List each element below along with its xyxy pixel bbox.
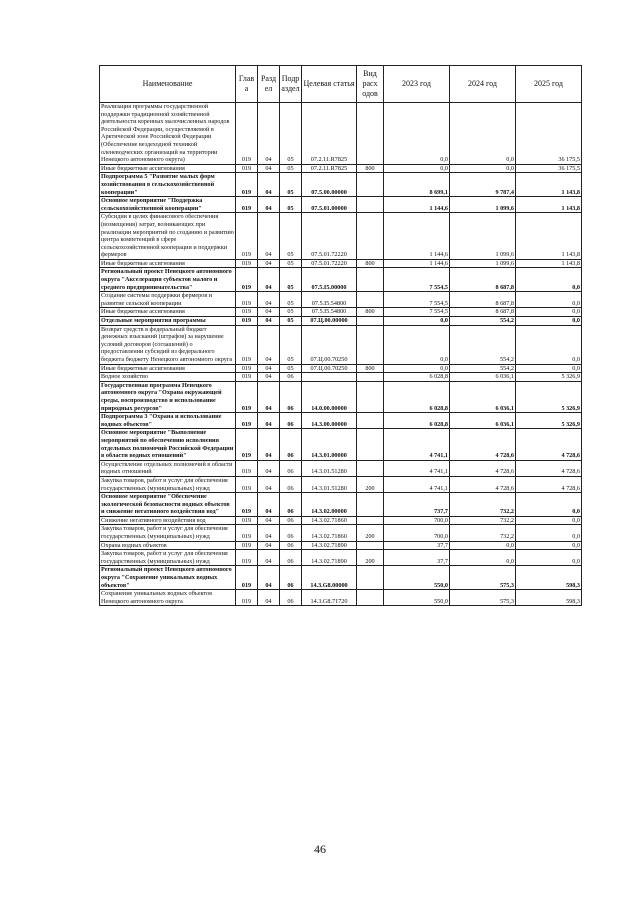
cell-tselevaya: 14.3.02.71860: [302, 516, 357, 525]
cell-y2024: 6 036,1: [450, 373, 516, 382]
cell-y2025: 0,0: [516, 308, 582, 317]
cell-vid: [357, 460, 384, 476]
cell-tselevaya: 07.5.I5.54800: [302, 292, 357, 308]
cell-name: Иные бюджетные ассигнования: [100, 164, 236, 173]
cell-y2023: 700,0: [384, 525, 450, 541]
cell-razdel: 04: [258, 541, 280, 550]
cell-tselevaya: 14.3.G8.00000: [302, 566, 357, 590]
cell-y2025: 0,0: [516, 325, 582, 364]
cell-tselevaya: 07.5.01.72220: [302, 259, 357, 268]
cell-podrazdel: 05: [280, 259, 302, 268]
cell-y2023: 1 144,6: [384, 213, 450, 260]
cell-tselevaya: 07.5.01.00000: [302, 197, 357, 213]
table-row: [100, 213, 582, 260]
cell-name: Сохранение уникальных водных объектов Ненецкого автономного округа: [100, 590, 236, 606]
cell-podrazdel: 05: [280, 197, 302, 213]
cell-vid: 800: [357, 308, 384, 317]
cell-razdel: 04: [258, 268, 280, 292]
cell-razdel: 04: [258, 566, 280, 590]
cell-glava: 019: [236, 493, 258, 517]
cell-podrazdel: 05: [280, 292, 302, 308]
cell-tselevaya: 07.Ц.00.70250: [302, 325, 357, 364]
cell-glava: 019: [236, 164, 258, 173]
cell-y2025: 1 143,8: [516, 259, 582, 268]
cell-tselevaya: 14.3.02.71860: [302, 525, 357, 541]
header-2024: 2024 год: [450, 66, 516, 103]
cell-y2025: 0,0: [516, 525, 582, 541]
cell-vid: 200: [357, 525, 384, 541]
cell-vid: 800: [357, 164, 384, 173]
cell-name: Водное хозяйство: [100, 373, 236, 382]
cell-y2025: 1 143,8: [516, 213, 582, 260]
cell-name: Подпрограмма 5 "Развитие малых форм хозяйствования в сельскохозяйственной кооперации": [100, 173, 236, 197]
cell-glava: 019: [236, 173, 258, 197]
header-razdel: Разд ел: [258, 66, 280, 103]
budget-table: [99, 65, 582, 606]
cell-glava: 019: [236, 566, 258, 590]
cell-razdel: 04: [258, 476, 280, 492]
cell-name: Создание системы поддержки фермеров и развитие сельской кооперации: [100, 292, 236, 308]
table-row: [100, 381, 582, 412]
cell-vid: [357, 292, 384, 308]
cell-y2023: 4 741,1: [384, 429, 450, 460]
cell-y2024: 554,2: [450, 317, 516, 326]
cell-name: Субсидии в целях финансового обеспечения (возмещения) затрат, возникающих при реализации мероприятий по созданию и развитию центра компетенций в сфере сельскохозяйственной кооперации и поддержки фермеров: [101, 213, 234, 259]
cell-name: Возврат средств в федеральный бюджет денежных взысканий (штрафов) за нарушение условий договоров (соглашений) о предоставлении субсидий из федерального бюджета бюджету Ненецкого автономного округа: [100, 325, 236, 364]
cell-y2023: 0,0: [384, 364, 450, 373]
cell-podrazdel: 06: [280, 460, 302, 476]
cell-y2025: 0,0: [516, 317, 582, 326]
cell-y2024: 732,2: [450, 525, 516, 541]
cell-y2024: 554,2: [450, 364, 516, 373]
cell-y2024: 4 728,6: [450, 460, 516, 476]
cell-name: Отдельные мероприятия программы: [100, 317, 236, 326]
cell-razdel: 04: [258, 516, 280, 525]
cell-y2023: 7 554,5: [384, 308, 450, 317]
cell-tselevaya: 14.3.02.71890: [302, 550, 357, 566]
cell-y2025: 5 326,9: [516, 373, 582, 382]
cell-y2023: 7 554,5: [384, 292, 450, 308]
cell-tselevaya: 07.5.I5.00000: [302, 268, 357, 292]
cell-vid: [357, 381, 384, 412]
cell-podrazdel: 06: [280, 550, 302, 566]
cell-y2025: 4 728,6: [516, 460, 582, 476]
cell-glava: 019: [236, 429, 258, 460]
cell-y2024: 575,3: [450, 590, 516, 606]
cell-y2025: 36 175,5: [516, 164, 582, 173]
cell-glava: 019: [236, 308, 258, 317]
cell-razdel: 04: [258, 317, 280, 326]
table-row: [100, 460, 582, 476]
cell-razdel: 04: [258, 590, 280, 606]
cell-razdel: 04: [258, 364, 280, 373]
cell-vid: [357, 516, 384, 525]
cell-razdel: 04: [258, 413, 280, 429]
cell-name: Снижение негативного воздействия вод: [100, 516, 236, 525]
page-number: 46: [314, 842, 326, 856]
table-body: [100, 103, 582, 606]
cell-vid: [357, 173, 384, 197]
cell-y2023: 6 028,8: [384, 381, 450, 412]
cell-name: Осуществление отдельных полномочий в области водных отношений: [100, 460, 236, 476]
table-row: [100, 164, 582, 173]
cell-vid: [357, 268, 384, 292]
table-header-row: [100, 66, 582, 103]
cell-podrazdel: 05: [280, 317, 302, 326]
cell-vid: [357, 590, 384, 606]
table-row: [100, 259, 582, 268]
table-row: [100, 516, 582, 525]
cell-vid: [357, 197, 384, 213]
cell-tselevaya: 14.3.G8.71720: [302, 590, 357, 606]
cell-y2024: 4 728,6: [450, 476, 516, 492]
cell-razdel: 04: [258, 381, 280, 412]
cell-name: Реализация программы государственной поддержки традиционной хозяйственной деятельности коренных малочисленных народов Российской Федерации, осуществляемой в Арктической зоне Российской Федерации (Обеспечение вездеходной техникой оленеводческих организаций на территории Ненецкого автономного округа): [100, 103, 236, 165]
cell-y2023: 37,7: [384, 541, 450, 550]
cell-name: Охрана водных объектов: [100, 541, 236, 550]
cell-tselevaya: 07.2.11.R7825: [302, 103, 357, 165]
cell-glava: 019: [236, 525, 258, 541]
table-row: [100, 476, 582, 492]
table-row: [100, 308, 582, 317]
cell-y2025: 5 326,9: [516, 381, 582, 412]
header-2025: 2025 год: [516, 66, 582, 103]
header-tselevaya: Целевая статья: [302, 66, 357, 103]
cell-tselevaya: 07.Ц.00.00000: [302, 317, 357, 326]
cell-y2025: 0,0: [516, 268, 582, 292]
cell-glava: 019: [236, 317, 258, 326]
cell-glava: 019: [236, 197, 258, 213]
cell-tselevaya: 14.3.01.51280: [302, 476, 357, 492]
cell-razdel: 04: [258, 259, 280, 268]
cell-y2023: 37,7: [384, 550, 450, 566]
cell-glava: 019: [236, 381, 258, 412]
header-glava: Глав а: [236, 66, 258, 103]
cell-tselevaya: 14.3.00.00000: [302, 413, 357, 429]
cell-name: Иные бюджетные ассигнования: [100, 308, 236, 317]
table-row: [100, 364, 582, 373]
cell-podrazdel: 06: [280, 525, 302, 541]
cell-vid: [357, 493, 384, 517]
cell-y2024: 732,2: [450, 516, 516, 525]
cell-razdel: 04: [258, 550, 280, 566]
cell-glava: 019: [236, 373, 258, 382]
table-row: [100, 590, 582, 606]
cell-vid: [357, 566, 384, 590]
cell-podrazdel: 06: [280, 516, 302, 525]
cell-name: Закупка товаров, работ и услуг для обеспечения государственных (муниципальных) нужд: [100, 476, 236, 492]
header-name: Наименование: [100, 66, 236, 103]
table-row: [100, 317, 582, 326]
cell-glava: 019: [236, 460, 258, 476]
cell-tselevaya: 07.2.11.R7825: [302, 164, 357, 173]
cell-y2023: 4 741,1: [384, 476, 450, 492]
cell-y2024: 554,2: [450, 325, 516, 364]
cell-vid: [357, 317, 384, 326]
cell-name: Подпрограмма 3 "Охрана и использование водных объектов": [100, 413, 236, 429]
cell-y2023: 0,0: [384, 317, 450, 326]
cell-name: Иные бюджетные ассигнования: [100, 259, 236, 268]
cell-podrazdel: 05: [280, 103, 302, 165]
cell-podrazdel: 06: [280, 429, 302, 460]
cell-y2023: 6 028,8: [384, 373, 450, 382]
cell-podrazdel: 06: [280, 381, 302, 412]
cell-tselevaya: 07.5.I5.54800: [302, 308, 357, 317]
cell-tselevaya: 07.Ц.00.70250: [302, 364, 357, 373]
cell-glava: 019: [236, 541, 258, 550]
cell-vid: 800: [357, 364, 384, 373]
cell-y2023: 0,0: [384, 164, 450, 173]
cell-name: Государственная программа Ненецкого автономного округа "Охрана окружающей среды, воспроизводство и использование природных ресурсов": [100, 381, 236, 412]
cell-y2023: 550,0: [384, 566, 450, 590]
cell-razdel: 04: [258, 213, 280, 260]
cell-y2024: 575,3: [450, 566, 516, 590]
cell-vid: [357, 429, 384, 460]
cell-glava: 019: [236, 364, 258, 373]
cell-y2024: 8 687,8: [450, 268, 516, 292]
cell-y2024: 9 787,4: [450, 173, 516, 197]
cell-vid: [357, 213, 384, 260]
table-row: [100, 525, 582, 541]
cell-name: Основное мероприятие "Выполнение мероприятий по обеспечению исполнения отдельных полномочий Российской Федерации в области водных отношений": [100, 429, 236, 460]
cell-glava: 019: [236, 476, 258, 492]
cell-podrazdel: 05: [280, 308, 302, 317]
cell-y2025: 36 175,5: [516, 103, 582, 165]
cell-tselevaya: 07.5.00.00000: [302, 173, 357, 197]
cell-razdel: 04: [258, 197, 280, 213]
cell-y2024: 0,0: [450, 103, 516, 165]
cell-glava: 019: [236, 325, 258, 364]
cell-y2025: 0,0: [516, 493, 582, 517]
cell-vid: [357, 541, 384, 550]
cell-y2025: 1 143,8: [516, 173, 582, 197]
cell-razdel: 04: [258, 429, 280, 460]
table-row: [100, 566, 582, 590]
table-row: [100, 493, 582, 517]
cell-glava: 019: [236, 413, 258, 429]
cell-razdel: 04: [258, 173, 280, 197]
cell-glava: 019: [236, 590, 258, 606]
cell-podrazdel: 06: [280, 541, 302, 550]
cell-podrazdel: 05: [280, 213, 302, 260]
cell-tselevaya: 07.5.01.72220: [302, 213, 357, 260]
cell-y2025: 4 728,6: [516, 429, 582, 460]
cell-y2024: 0,0: [450, 164, 516, 173]
cell-y2023: 700,0: [384, 516, 450, 525]
cell-glava: 019: [236, 259, 258, 268]
cell-podrazdel: 06: [280, 590, 302, 606]
cell-y2024: 6 036,1: [450, 413, 516, 429]
cell-tselevaya: 14.0.00.00000: [302, 381, 357, 412]
cell-name: Региональный проект Ненецкого автономного округа "Акселерация субъектов малого и среднего предпринимательства": [100, 268, 236, 292]
cell-y2025: 0,0: [516, 541, 582, 550]
table-row: [100, 173, 582, 197]
cell-vid: 800: [357, 259, 384, 268]
header-2023: 2023 год: [384, 66, 450, 103]
cell-y2025: 0,0: [516, 292, 582, 308]
cell-razdel: 04: [258, 103, 280, 165]
cell-name: Основное мероприятие "Обеспечение экологической безопасности водных объектов и снижение негативного воздействия вод": [100, 493, 236, 517]
cell-y2023: 1 144,6: [384, 259, 450, 268]
cell-y2025: 598,3: [516, 590, 582, 606]
cell-y2023: 0,0: [384, 103, 450, 165]
cell-razdel: 04: [258, 325, 280, 364]
cell-y2024: 0,0: [450, 550, 516, 566]
table-row: [100, 197, 582, 213]
cell-glava: 019: [236, 516, 258, 525]
cell-glava: 019: [236, 103, 258, 165]
cell-y2024: 732,2: [450, 493, 516, 517]
cell-y2025: 5 326,9: [516, 413, 582, 429]
cell-tselevaya: 14.3.02.71890: [302, 541, 357, 550]
cell-podrazdel: 06: [280, 566, 302, 590]
cell-razdel: 04: [258, 373, 280, 382]
table-row: [100, 325, 582, 364]
cell-podrazdel: 06: [280, 373, 302, 382]
cell-razdel: 04: [258, 308, 280, 317]
cell-name: Закупка товаров, работ и услуг для обеспечения государственных (муниципальных) нужд: [100, 550, 236, 566]
cell-tselevaya: 14.3.02.00000: [302, 493, 357, 517]
cell-vid: 200: [357, 550, 384, 566]
cell-name: Основное мероприятие "Поддержка сельскохозяйственной кооперации": [100, 197, 236, 213]
cell-vid: 200: [357, 476, 384, 492]
cell-y2023: 4 741,1: [384, 460, 450, 476]
cell-y2025: 0,0: [516, 364, 582, 373]
cell-y2025: 1 143,8: [516, 197, 582, 213]
cell-y2024: 6 036,1: [450, 381, 516, 412]
header-podrazdel: Подр аздел: [280, 66, 302, 103]
table-row: [100, 429, 582, 460]
header-vid: Вид расх одов: [357, 66, 384, 103]
cell-glava: 019: [236, 292, 258, 308]
cell-vid: [357, 373, 384, 382]
cell-razdel: 04: [258, 292, 280, 308]
cell-y2023: 1 144,6: [384, 197, 450, 213]
cell-vid: [357, 325, 384, 364]
cell-podrazdel: 05: [280, 325, 302, 364]
cell-glava: 019: [236, 268, 258, 292]
cell-vid: [357, 103, 384, 165]
cell-y2023: 737,7: [384, 493, 450, 517]
table-row: [100, 550, 582, 566]
cell-y2024: 1 099,6: [450, 259, 516, 268]
cell-y2023: 6 028,8: [384, 413, 450, 429]
cell-podrazdel: 05: [280, 364, 302, 373]
cell-y2024: 1 099,6: [450, 213, 516, 260]
cell-podrazdel: 06: [280, 413, 302, 429]
cell-tselevaya: [302, 373, 357, 382]
table-row: [100, 541, 582, 550]
cell-razdel: 04: [258, 164, 280, 173]
cell-y2024: 1 099,6: [450, 197, 516, 213]
cell-podrazdel: 05: [280, 173, 302, 197]
cell-name: Иные бюджетные ассигнования: [100, 364, 236, 373]
cell-podrazdel: 06: [280, 476, 302, 492]
cell-y2024: 4 728,6: [450, 429, 516, 460]
cell-vid: [357, 413, 384, 429]
cell-y2023: 7 554,5: [384, 268, 450, 292]
cell-y2024: 0,0: [450, 541, 516, 550]
cell-y2025: 0,0: [516, 550, 582, 566]
cell-y2023: 0,0: [384, 325, 450, 364]
cell-glava: 019: [236, 550, 258, 566]
cell-y2024: 8 687,8: [450, 292, 516, 308]
table-row: [100, 292, 582, 308]
cell-name: Закупка товаров, работ и услуг для обеспечения государственных (муниципальных) нужд: [100, 525, 236, 541]
cell-podrazdel: 05: [280, 164, 302, 173]
cell-name: Региональный проект Ненецкого автономного округа "Сохранение уникальных водных объектов": [100, 566, 236, 590]
cell-razdel: 04: [258, 493, 280, 517]
cell-tselevaya: 14.3.01.00000: [302, 429, 357, 460]
cell-y2023: 8 699,1: [384, 173, 450, 197]
table-row: [100, 373, 582, 382]
cell-podrazdel: 06: [280, 493, 302, 517]
table-row: [100, 268, 582, 292]
cell-podrazdel: 05: [280, 268, 302, 292]
cell-y2023: 550,0: [384, 590, 450, 606]
cell-tselevaya: 14.3.01.51280: [302, 460, 357, 476]
cell-razdel: 04: [258, 525, 280, 541]
table-row: [100, 413, 582, 429]
table-row: [100, 103, 582, 165]
cell-y2025: 4 728,6: [516, 476, 582, 492]
cell-glava: 019: [236, 213, 258, 260]
cell-y2025: 0,0: [516, 516, 582, 525]
cell-y2025: 598,3: [516, 566, 582, 590]
cell-y2024: 8 687,8: [450, 308, 516, 317]
cell-razdel: 04: [258, 460, 280, 476]
